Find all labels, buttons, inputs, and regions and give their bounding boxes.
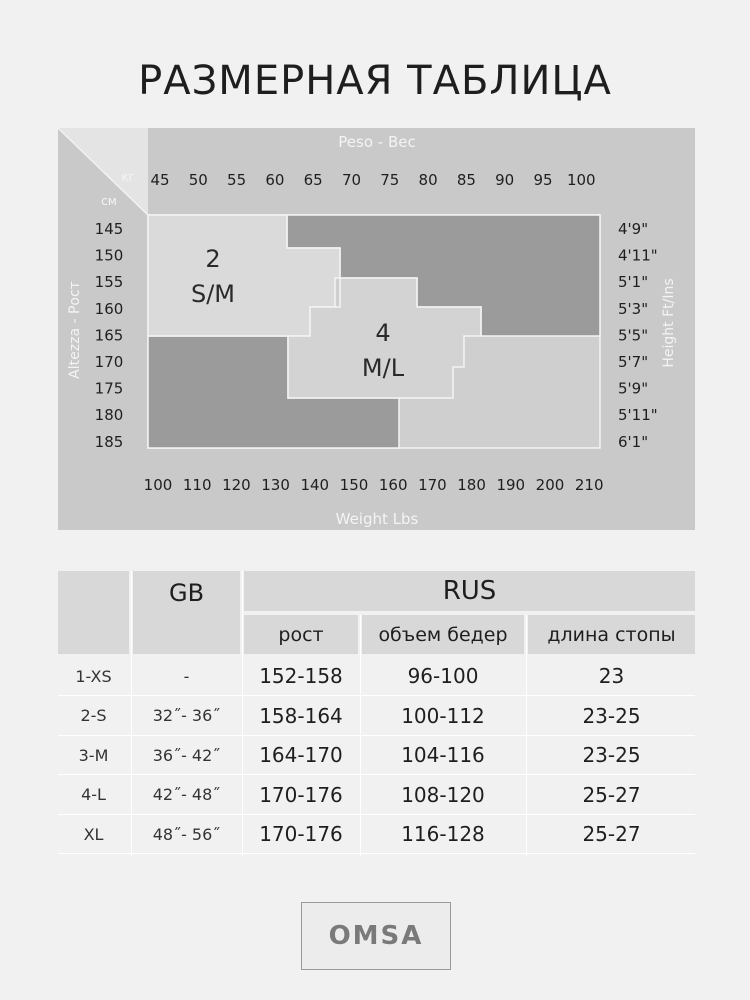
row-foot: 25-27 xyxy=(582,822,641,846)
ftin-tick-label: 5'1" xyxy=(618,273,649,292)
lbs-tick-label: 140 xyxy=(300,476,330,494)
kg-tick-label: 90 xyxy=(495,171,515,189)
zone-4-number: 4 xyxy=(375,319,391,347)
right-axis-label: Height Ft/Ins xyxy=(661,278,677,368)
lbs-tick-label: 100 xyxy=(143,476,173,494)
kg-tick-label: 45 xyxy=(150,171,170,189)
row-size: 2-S xyxy=(80,706,107,725)
cm-tick-label: 180 xyxy=(94,406,124,425)
lbs-tick-label: 190 xyxy=(496,476,526,494)
cm-tick-label: 145 xyxy=(94,220,124,238)
ftin-tick-label: 4'11" xyxy=(618,246,658,265)
table-divider xyxy=(526,615,527,856)
kg-tick-label: 55 xyxy=(227,171,247,189)
lbs-tick-label: 130 xyxy=(261,476,290,494)
ftin-tick-label: 5'7" xyxy=(618,353,649,371)
lbs-tick-label: 110 xyxy=(182,476,212,494)
kg-tick-label: 80 xyxy=(418,171,438,189)
ftin-tick-label: 5'5" xyxy=(618,326,649,345)
ftin-tick-label: 5'9" xyxy=(618,379,649,398)
lbs-tick-label: 170 xyxy=(418,476,447,494)
row-foot: 25-27 xyxy=(582,782,641,807)
row-gb: - xyxy=(183,666,190,686)
lbs-tick-label: 210 xyxy=(574,476,604,494)
row-size: 4-L xyxy=(81,785,106,804)
row-size: 1-XS xyxy=(75,666,112,686)
row-separator xyxy=(58,853,695,854)
cm-tick-label: 175 xyxy=(94,379,124,398)
kg-tick-label: 50 xyxy=(188,171,208,189)
row-hips: 116-128 xyxy=(401,822,485,846)
row-height: 152-158 xyxy=(259,664,343,688)
row-separator xyxy=(58,695,695,696)
logo-text: OMSA xyxy=(328,921,424,951)
row-foot: 23-25 xyxy=(582,703,641,728)
lbs-tick-label: 180 xyxy=(457,476,486,494)
row-separator xyxy=(58,735,695,736)
cm-tick-label: 185 xyxy=(94,432,124,451)
zone-2-size: S/M xyxy=(190,280,236,308)
row-height: 164-170 xyxy=(259,743,343,767)
row-separator xyxy=(58,814,695,815)
kg-tick-label: 85 xyxy=(456,171,476,189)
row-height: 170-176 xyxy=(259,782,343,807)
lbs-tick-label: 160 xyxy=(378,476,408,494)
kg-tick-label: 70 xyxy=(341,171,362,189)
row-size: 3-M xyxy=(78,745,109,765)
row-hips: 108-120 xyxy=(401,782,485,807)
kg-tick-label: 60 xyxy=(265,171,285,189)
row-hips: 104-116 xyxy=(401,743,485,767)
ftin-tick-label: 5'3" xyxy=(618,299,649,318)
kg-tick-label: 100 xyxy=(566,171,596,189)
top-axis-label: Peso - Bec xyxy=(338,133,416,151)
cm-tick-label: 155 xyxy=(94,273,124,292)
row-gb: 48˝- 56˝ xyxy=(152,824,221,844)
zone-2-number: 2 xyxy=(205,245,221,273)
row-gb: 42˝- 48˝ xyxy=(152,785,221,804)
row-size: XL xyxy=(83,824,104,844)
row-height: 170-176 xyxy=(259,822,343,846)
lbs-tick-label: 120 xyxy=(222,476,251,494)
left-axis-label: Altezza - Рост xyxy=(67,281,83,379)
rus-subheader: длина стопы xyxy=(528,615,695,654)
kg-unit: кг xyxy=(121,170,135,184)
ftin-tick-label: 5'11" xyxy=(618,406,658,425)
kg-tick-label: 65 xyxy=(303,171,323,189)
page-title: РАЗМЕРНАЯ ТАБЛИЦА xyxy=(138,58,612,104)
cm-tick-label: 165 xyxy=(94,326,124,345)
cm-tick-label: 160 xyxy=(94,299,124,318)
lbs-tick-label: 150 xyxy=(339,476,369,494)
row-hips: 96-100 xyxy=(407,664,479,688)
row-gb: 32˝- 36˝ xyxy=(152,706,221,725)
row-height: 158-164 xyxy=(259,703,343,728)
row-gb: 36˝- 42˝ xyxy=(152,745,221,765)
rus-header: RUS xyxy=(244,571,695,611)
header-corner-cell xyxy=(58,571,129,654)
ftin-tick-label: 6'1" xyxy=(618,432,649,451)
kg-tick-label: 75 xyxy=(380,171,400,189)
ftin-tick-label: 4'9" xyxy=(618,220,649,238)
row-separator xyxy=(58,774,695,775)
cm-unit: см xyxy=(101,194,117,208)
rus-subheader: объем бедер xyxy=(362,615,524,654)
rus-subheader: рост xyxy=(244,615,358,654)
omsa-logo xyxy=(301,902,451,970)
lbs-tick-label: 200 xyxy=(535,476,565,494)
bottom-axis-label: Weight Lbs xyxy=(335,510,419,528)
row-foot: 23 xyxy=(598,664,625,688)
kg-tick-label: 95 xyxy=(533,171,553,189)
row-foot: 23-25 xyxy=(582,743,641,767)
row-hips: 100-112 xyxy=(401,703,485,728)
zone-4-size: M/L xyxy=(361,354,405,382)
cm-tick-label: 170 xyxy=(94,353,124,371)
gb-header: GB xyxy=(133,571,240,654)
table-divider xyxy=(360,615,361,856)
cm-tick-label: 150 xyxy=(94,246,124,265)
